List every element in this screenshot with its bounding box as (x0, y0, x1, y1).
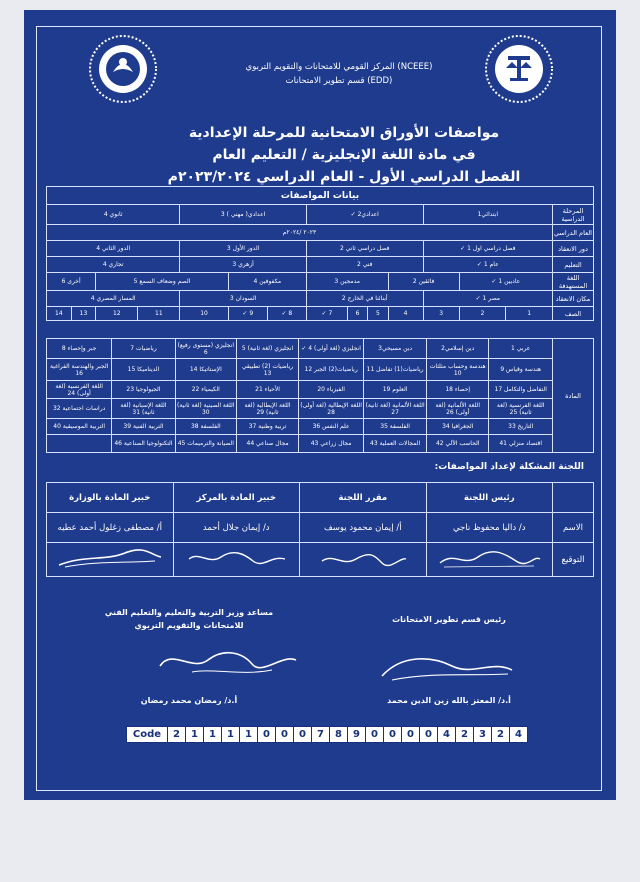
committee-table (46, 482, 594, 577)
name-row-label: الاسم (553, 513, 594, 543)
subject-cell: علم النفس 36 (299, 419, 364, 435)
row-label-language: اللغة المستهدفة (553, 273, 594, 291)
language-option: فائقين 2 (388, 273, 459, 291)
grade-cell: 6 (347, 307, 367, 321)
stage-option: ابتدائي1 (423, 205, 552, 225)
code-digit: 1 (222, 727, 240, 743)
session-option: الدور الأول 3 (180, 241, 307, 257)
place-option: السودان 3 (180, 291, 307, 307)
code-digit: 0 (294, 727, 312, 743)
subject-cell: الجيولوجيا 23 (112, 381, 175, 399)
code-strip (126, 726, 528, 743)
session-option: فصل دراسي اول 1 ✓ (423, 241, 552, 257)
grade-cell: 5 (368, 307, 388, 321)
dept-head-signature-icon (372, 646, 522, 690)
subject-cell: الديناميكا 15 (112, 359, 175, 381)
title-line-2: في مادة اللغة الإنجليزية / التعليم العام (212, 147, 476, 163)
grade-cell: 10 (180, 307, 228, 321)
row-label-stage: المرحلة الدراسية (553, 205, 594, 225)
subject-cell: عربي 1 (489, 339, 553, 359)
subject-cell: رياضيات 7 (112, 339, 175, 359)
subject-cell: الفيزياء 20 (299, 381, 364, 399)
code-digit: 2 (456, 727, 474, 743)
subject-cell: دين مسيحي3 (364, 339, 427, 359)
committee-title: اللجنة المشكلة لإعداد المواصفات: (434, 462, 584, 472)
subject-cell (47, 435, 112, 453)
code-digit: 1 (186, 727, 204, 743)
committee-name: د/ داليا محفوظ ناجي (426, 513, 553, 543)
committee-name: أ/ مصطفى زغلول أحمد عطيه (47, 513, 174, 543)
subject-cell: هندسة وحساب مثلثات 10 (427, 359, 489, 381)
subject-cell: اقتصاد منزلي 41 (489, 435, 553, 453)
code-digit: 2 (492, 727, 510, 743)
signature-cell (300, 543, 427, 577)
code-digit: 2 (168, 727, 186, 743)
subject-cell: اللغة الإيطالية (لغة أولى) 28 (299, 399, 364, 419)
session-option: الدور الثاني 4 (47, 241, 180, 257)
nceee-logo-right-icon (482, 32, 556, 106)
grade-cell: 9 ✓ (228, 307, 267, 321)
deputy-minister-signature-icon (152, 642, 302, 686)
row-label-session: دور الانعقاد (553, 241, 594, 257)
code-digit: 8 (330, 727, 348, 743)
subject-cell: الجبر والهندسة الفراغية 16 (47, 359, 112, 381)
grade-cell: 13 (71, 307, 96, 321)
education-option: عام 1 ✓ (423, 257, 552, 273)
title-line-1: مواصفات الأوراق الامتحانية للمرحلة الإعدادية (188, 125, 500, 141)
grade-cell: 3 (423, 307, 459, 321)
signature-scribble-icon (55, 547, 165, 571)
subjects-label: المادة (553, 339, 594, 453)
subject-cell: جبر وإحصاء 8 (47, 339, 112, 359)
subject-cell: انجليزي (مستوى رفيع) 6 (175, 339, 236, 359)
code-digit: 0 (420, 727, 438, 743)
subject-cell: اللغة الفرنسية (لغة أولى) 24 (47, 381, 112, 399)
signature-scribble-icon (434, 547, 544, 571)
document-sheet (24, 10, 616, 800)
signature-cell (47, 543, 174, 577)
subject-cell: التفاضل والتكامل 17 (489, 381, 553, 399)
education-option: أزهري 3 (180, 257, 307, 273)
subject-cell: انجليزي (لغة أولى) 4 ✓ (299, 339, 364, 359)
subject-cell: الكيمياء 22 (175, 381, 236, 399)
subject-cell: الأحياء 21 (236, 381, 298, 399)
code-digit: 0 (366, 727, 384, 743)
subject-cell: الفلسفة 38 (175, 419, 236, 435)
department-name: قسم تطوير الامتحانات (EDD) (285, 76, 393, 86)
code-digit: 9 (348, 727, 366, 743)
language-option: الصم وضعاف السمع 5 (96, 273, 228, 291)
language-option: عاديين 1 ✓ (459, 273, 552, 291)
deputy-title-line-2: للامتحانات والتقويم التربوي (134, 621, 244, 630)
code-label: Code (127, 727, 168, 743)
subject-cell: الجغرافيا 34 (427, 419, 489, 435)
subject-cell: الصيانة والترميمات 45 (175, 435, 236, 453)
code-digit: 0 (384, 727, 402, 743)
subject-cell: مجال زراعي 43 (299, 435, 364, 453)
subject-cell: دراسات اجتماعية 32 (47, 399, 112, 419)
subjects-table (46, 338, 594, 453)
row-label-place: مكان الانعقاد (553, 291, 594, 307)
committee-name: أ/ إيمان محمود يوسف (300, 513, 427, 543)
document-title (84, 122, 604, 188)
spec-table (46, 186, 594, 321)
academic-year: ٢٠٢٣ /٢٠٢٤م (47, 225, 553, 241)
subject-cell: رياضيات(1) تفاضل 11 (364, 359, 427, 381)
spec-section-title: بيانات المواصفات (47, 187, 594, 205)
stage-option: ثانوي 4 (47, 205, 180, 225)
grade-cell: 12 (96, 307, 138, 321)
code-digit: 0 (402, 727, 420, 743)
subject-cell: انجليزي (لغة ثانية) 5 (236, 339, 298, 359)
org-name: المركز القومي للامتحانات والتقويم التربوي (NCEEE) (245, 62, 433, 72)
committee-header: خبير المادة بالمركز (173, 483, 300, 513)
code-digit: 3 (474, 727, 492, 743)
code-digit: 0 (276, 727, 294, 743)
dept-head-name: أ.د/ المعتز بالله زين الدين محمد (387, 696, 511, 705)
subject-cell: التربية الموسيقية 40 (47, 419, 112, 435)
row-label-education: التعليم (553, 257, 594, 273)
grade-cell: 2 (459, 307, 506, 321)
subject-cell: رياضيات(2) الجبر 12 (299, 359, 364, 381)
grade-cell: 1 (506, 307, 553, 321)
committee-corner (553, 483, 594, 513)
subject-cell: العلوم 19 (364, 381, 427, 399)
committee-header: رئيس اللجنة (426, 483, 553, 513)
dept-head-title: رئيس قسم تطوير الامتحانات (392, 615, 506, 624)
signature-row-label: التوقيع (553, 543, 594, 577)
stage-option: اعدادي2 ✓ (306, 205, 423, 225)
deputy-title-line-1: مساعد وزير التربية والتعليم والتعليم الفني (104, 608, 274, 617)
subject-cell: التربية الفنية 39 (112, 419, 175, 435)
deputy-minister-name: أ.د/ رمضان محمد رمضان (140, 696, 238, 705)
nceee-logo-left-icon (86, 32, 160, 106)
subject-cell: اللغة الإسبانية (لغة ثانية) 31 (112, 399, 175, 419)
subject-cell: اللغة الصينية (لغة ثانية) 30 (175, 399, 236, 419)
subject-cell: اللغة الفرنسية (لغة ثانية) 25 (489, 399, 553, 419)
subject-cell: اللغة الإيطالية (لغة ثانية) 29 (236, 399, 298, 419)
row-label-grade: الصف (553, 307, 594, 321)
signature-scribble-icon (181, 547, 291, 571)
grade-cell: 7 ✓ (306, 307, 347, 321)
subject-cell: مجال صناعي 44 (236, 435, 298, 453)
committee-name: د/ إيمان جلال أحمد (173, 513, 300, 543)
subject-cell: الإستاتيكا 14 (175, 359, 236, 381)
title-line-3: الفصل الدراسي الأول - العام الدراسي ٢٠٢٣/٢٠٢٤م (167, 169, 521, 185)
committee-header: خبير المادة بالوزارة (47, 483, 174, 513)
subject-cell: الحاسب الآلي 42 (427, 435, 489, 453)
code-digit: 1 (204, 727, 222, 743)
deputy-minister-title (64, 606, 314, 632)
subject-cell: التاريخ 33 (489, 419, 553, 435)
organization-header (224, 60, 454, 88)
subject-cell: اللغة الألمانية (لغة أولى) 26 (427, 399, 489, 419)
subject-cell: التكنولوجيا الصناعية 46 (112, 435, 175, 453)
subject-cell: دين إسلامي2 (427, 339, 489, 359)
signature-cell (426, 543, 553, 577)
language-option: مدمجين 3 (306, 273, 388, 291)
grade-cell: 8 ✓ (267, 307, 306, 321)
place-option: مصر 1 ✓ (423, 291, 552, 307)
place-option: أبنائنا في الخارج 2 (306, 291, 423, 307)
signature-cell (173, 543, 300, 577)
committee-header: مقرر اللجنة (300, 483, 427, 513)
subject-cell: إحصاء 18 (427, 381, 489, 399)
code-digit: 4 (510, 727, 528, 743)
session-option: فصل دراسي ثاني 2 (306, 241, 423, 257)
language-option: مكفوفين 4 (228, 273, 306, 291)
row-label-year: العام الدراسي (553, 225, 594, 241)
signature-scribble-icon (308, 547, 418, 571)
subject-cell: رياضيات (2) تطبيقي 13 (236, 359, 298, 381)
code-digit: 1 (240, 727, 258, 743)
code-digit: 7 (312, 727, 330, 743)
stage-option: اعدادي( مهني ) 3 (180, 205, 307, 225)
grade-cell: 14 (47, 307, 72, 321)
subject-cell: الفلسفة 35 (364, 419, 427, 435)
place-option: المسار المصري 4 (47, 291, 180, 307)
grade-cell: 4 (388, 307, 423, 321)
code-digit: 0 (258, 727, 276, 743)
education-option: فني 2 (306, 257, 423, 273)
subject-cell: هندسة وقياس 9 (489, 359, 553, 381)
subject-cell: تربية وطنية 37 (236, 419, 298, 435)
subject-cell: اللغة الألمانية (لغة ثانية) 27 (364, 399, 427, 419)
education-option: تجاري 4 (47, 257, 180, 273)
language-option: أخرى 6 (47, 273, 96, 291)
code-digit: 4 (438, 727, 456, 743)
grade-cell: 11 (138, 307, 180, 321)
subject-cell: المجالات العملية 43 (364, 435, 427, 453)
